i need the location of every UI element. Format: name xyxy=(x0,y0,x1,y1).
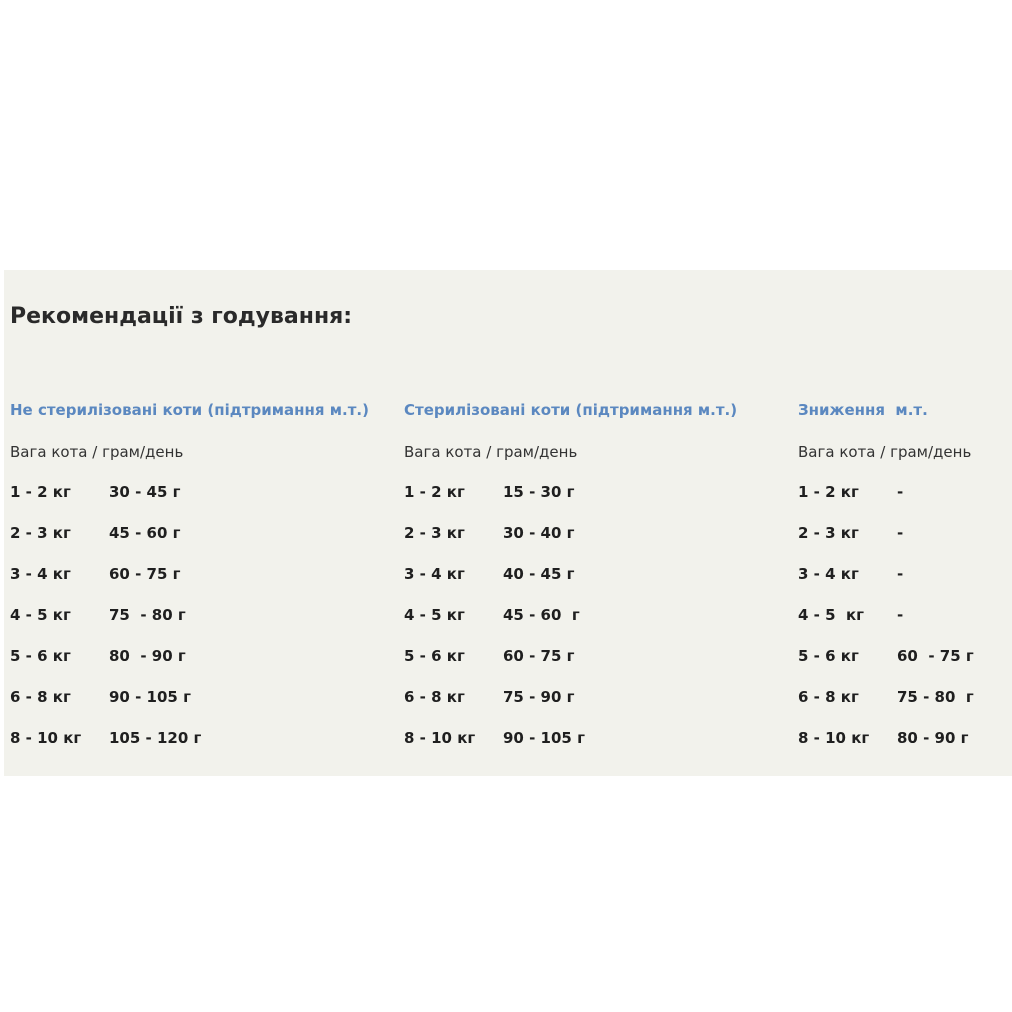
amount-cell: 75 - 90 г xyxy=(503,688,575,706)
amount-cell: 80 - 90 г xyxy=(897,729,969,747)
amount-cell: 105 - 120 г xyxy=(109,729,202,747)
weight-cell: 2 - 3 кг xyxy=(798,524,859,542)
amount-cell: 60 - 75 г xyxy=(109,565,181,583)
feeding-row xyxy=(404,483,704,524)
amount-cell: - xyxy=(897,524,904,542)
amount-cell: 30 - 45 г xyxy=(109,483,181,501)
feeding-row xyxy=(10,606,310,647)
weight-cell: 1 - 2 кг xyxy=(10,483,71,501)
weight-cell: 3 - 4 кг xyxy=(404,565,465,583)
feeding-row xyxy=(404,524,704,565)
page-title: Рекомендації з годування: xyxy=(10,304,353,329)
feeding-rows xyxy=(798,483,1012,770)
feeding-row xyxy=(798,565,1012,606)
amount-cell: 75 - 80 г xyxy=(109,606,186,624)
amount-cell: - xyxy=(897,606,904,624)
feeding-recommendations-panel xyxy=(4,270,1012,776)
weight-cell: 6 - 8 кг xyxy=(798,688,859,706)
feeding-row xyxy=(798,483,1012,524)
weight-cell: 8 - 10 кг xyxy=(10,729,82,747)
feeding-row xyxy=(404,606,704,647)
weight-cell: 2 - 3 кг xyxy=(404,524,465,542)
amount-cell: 40 - 45 г xyxy=(503,565,575,583)
feeding-row xyxy=(798,647,1012,688)
amount-cell: 45 - 60 г xyxy=(503,606,580,624)
weight-cell: 6 - 8 кг xyxy=(404,688,465,706)
amount-cell: 90 - 105 г xyxy=(503,729,585,747)
feeding-row xyxy=(404,688,704,729)
weight-cell: 1 - 2 кг xyxy=(798,483,859,501)
feeding-row xyxy=(10,688,310,729)
feeding-row xyxy=(798,524,1012,565)
weight-cell: 8 - 10 кг xyxy=(798,729,870,747)
amount-cell: 60 - 75 г xyxy=(897,647,974,665)
feeding-row xyxy=(10,565,310,606)
column-heading: Зниження м.т. xyxy=(798,401,928,419)
amount-cell: 90 - 105 г xyxy=(109,688,191,706)
amount-cell: 60 - 75 г xyxy=(503,647,575,665)
column-heading: Стерилізовані коти (підтримання м.т.) xyxy=(404,401,738,419)
weight-cell: 5 - 6 кг xyxy=(10,647,71,665)
feeding-row xyxy=(10,729,310,770)
feeding-row xyxy=(798,606,1012,647)
amount-cell: - xyxy=(897,483,904,501)
amount-cell: - xyxy=(897,565,904,583)
weight-cell: 6 - 8 кг xyxy=(10,688,71,706)
feeding-row xyxy=(10,524,310,565)
feeding-row xyxy=(404,647,704,688)
feeding-row xyxy=(404,565,704,606)
amount-cell: 75 - 80 г xyxy=(897,688,974,706)
weight-cell: 4 - 5 кг xyxy=(10,606,71,624)
weight-cell: 4 - 5 кг xyxy=(798,606,865,624)
weight-cell: 4 - 5 кг xyxy=(404,606,465,624)
feeding-rows xyxy=(10,483,310,770)
amount-cell: 45 - 60 г xyxy=(109,524,181,542)
amount-cell: 30 - 40 г xyxy=(503,524,575,542)
weight-cell: 1 - 2 кг xyxy=(404,483,465,501)
column-subheading: Вага кота / грам/день xyxy=(10,443,184,461)
weight-cell: 3 - 4 кг xyxy=(798,565,859,583)
feeding-row xyxy=(404,729,704,770)
amount-cell: 15 - 30 г xyxy=(503,483,575,501)
feeding-row xyxy=(798,729,1012,770)
weight-cell: 5 - 6 кг xyxy=(798,647,859,665)
column-subheading: Вага кота / грам/день xyxy=(798,443,972,461)
weight-cell: 8 - 10 кг xyxy=(404,729,476,747)
column-heading: Не стерилізовані коти (підтримання м.т.) xyxy=(10,401,369,419)
feeding-row xyxy=(798,688,1012,729)
amount-cell: 80 - 90 г xyxy=(109,647,186,665)
column-subheading: Вага кота / грам/день xyxy=(404,443,578,461)
weight-cell: 5 - 6 кг xyxy=(404,647,465,665)
feeding-rows xyxy=(404,483,704,770)
feeding-row xyxy=(10,647,310,688)
feeding-row xyxy=(10,483,310,524)
weight-cell: 3 - 4 кг xyxy=(10,565,71,583)
weight-cell: 2 - 3 кг xyxy=(10,524,71,542)
